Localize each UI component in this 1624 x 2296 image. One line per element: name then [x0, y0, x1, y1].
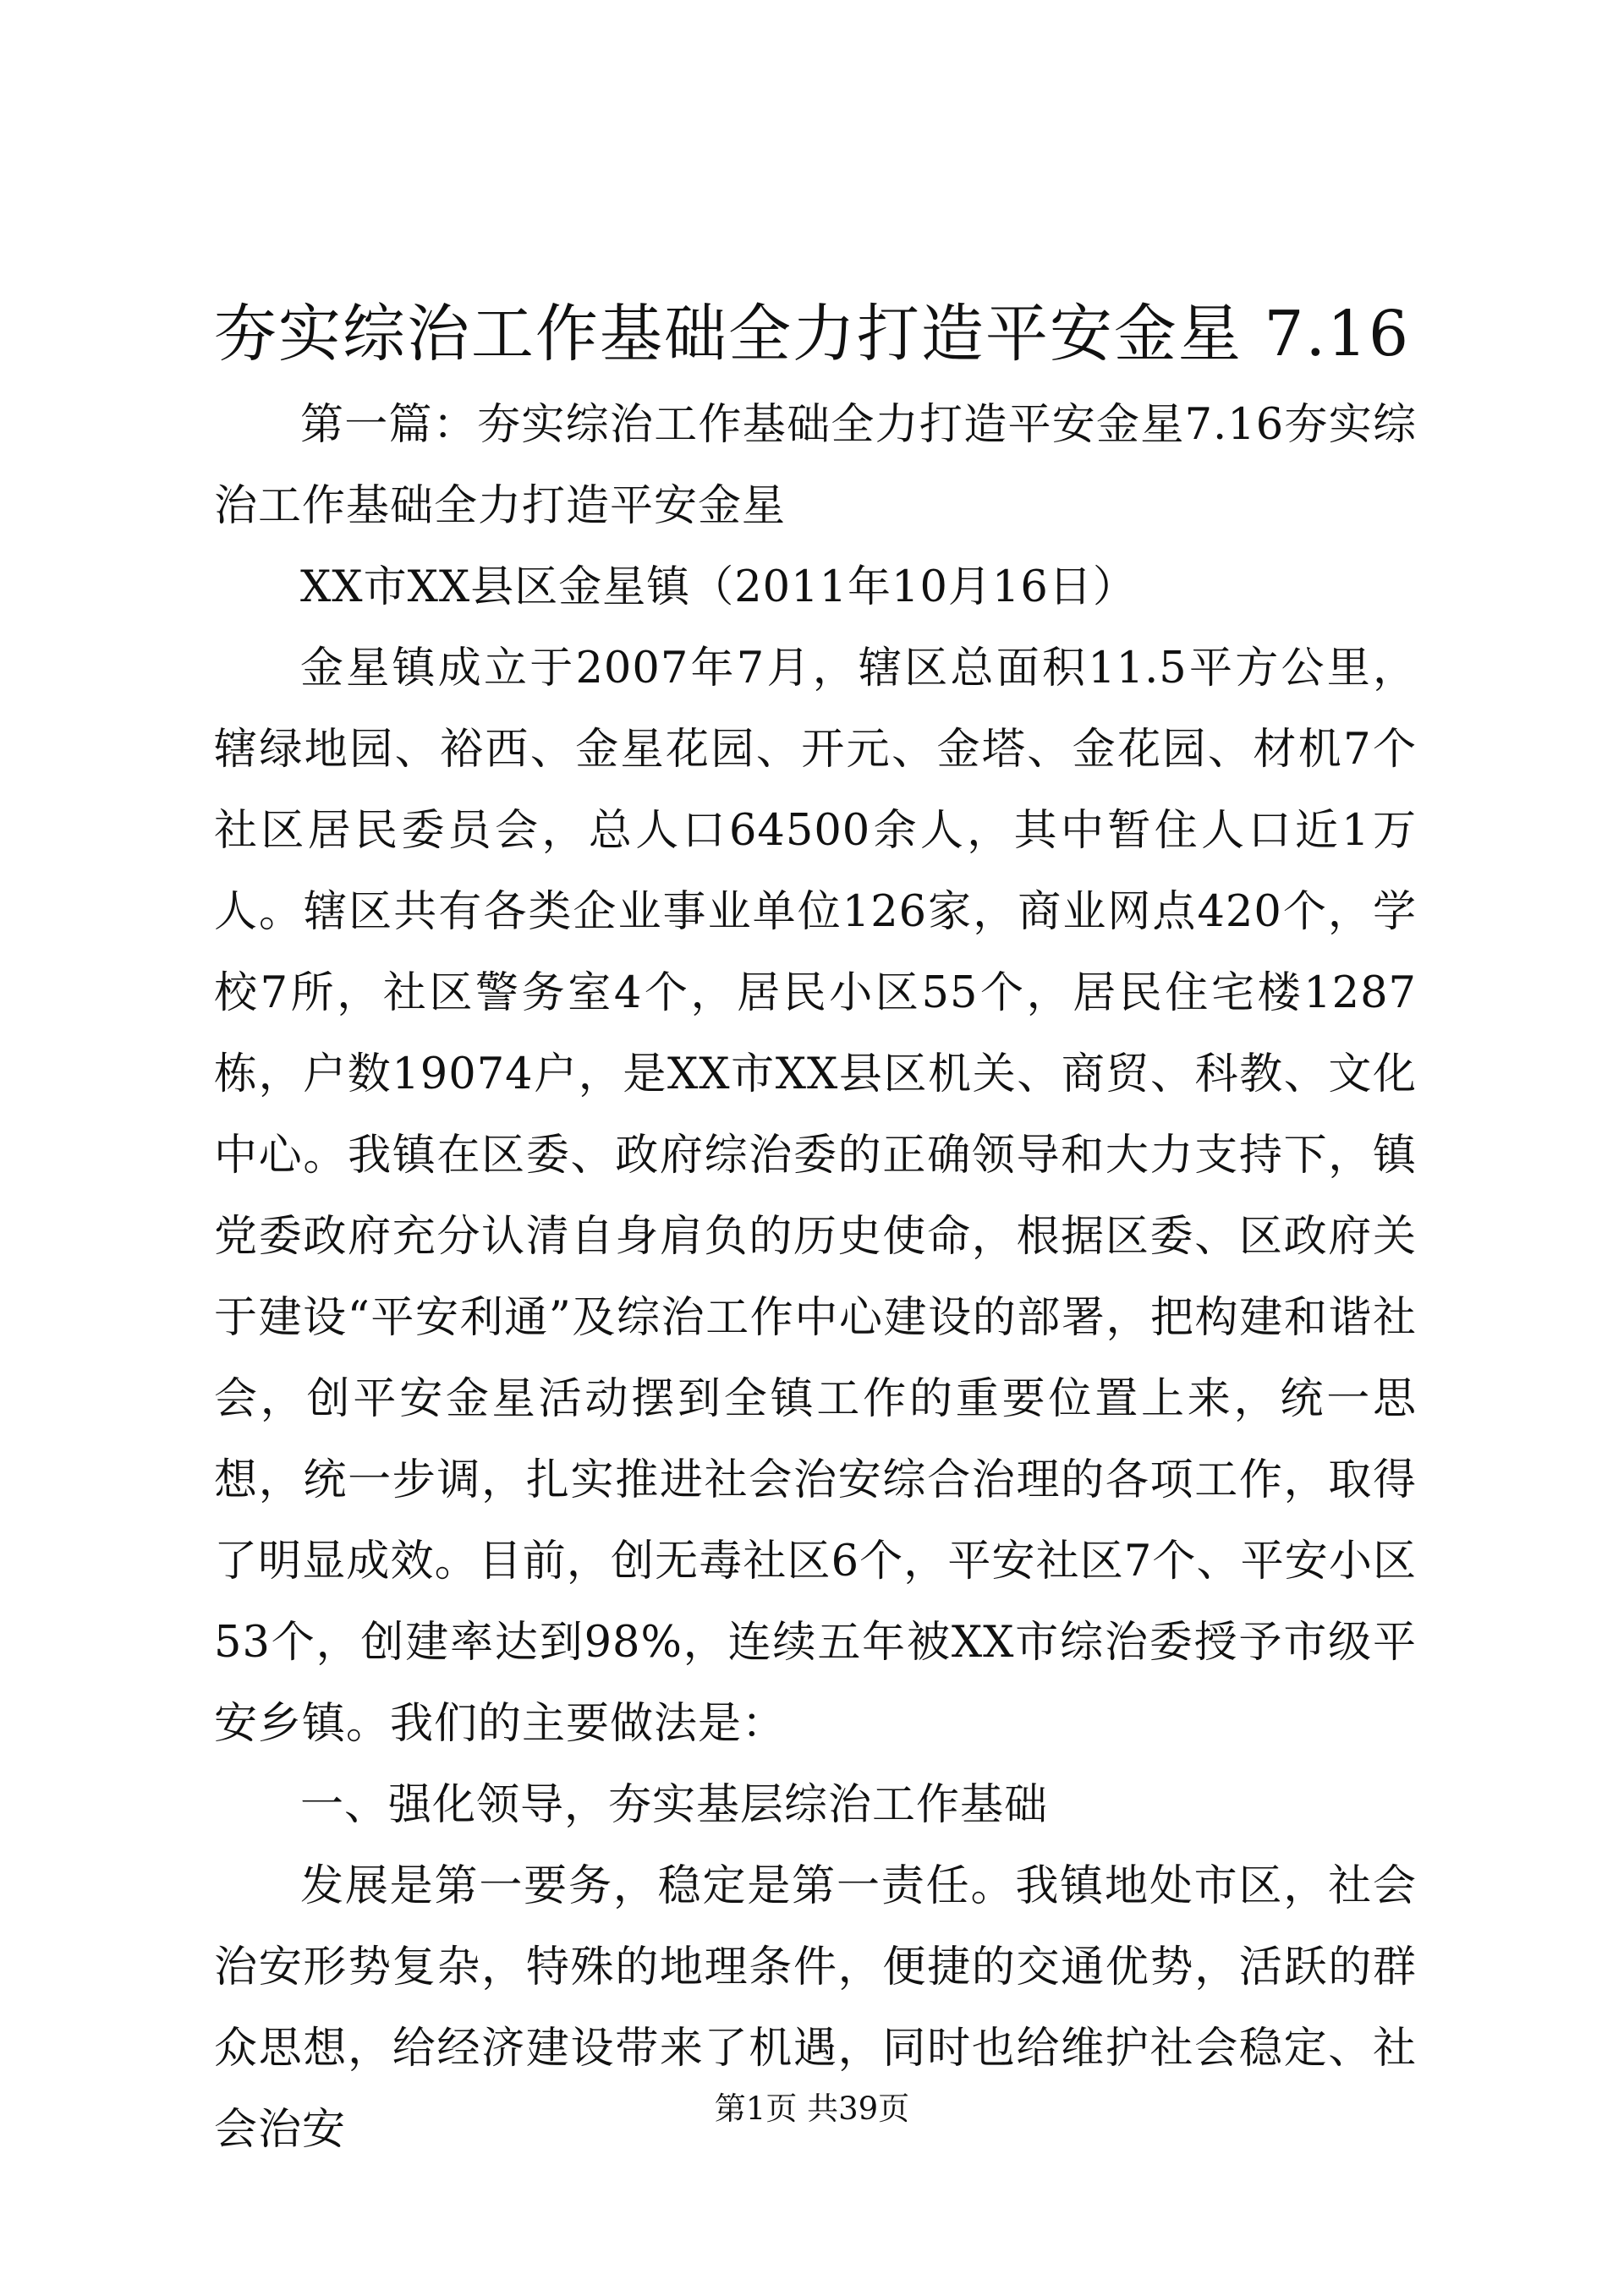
paragraph-section-heading: 一、强化领导，夯实基层综治工作基础 — [300, 1780, 1049, 1830]
paragraph-section-text: 发展是第一要务，稳定是第一责任。我镇地处市区，社会治安形势复杂，特殊的地理条件，便捷的交通优势，活跃的群众思想，给经济建设带来了机遇，同时也给维护社会稳定、社会治安 — [214, 1861, 1417, 2155]
document-title: 夯实综治工作基础全力打造平安金星 7.16 — [213, 298, 1411, 370]
page-number-footer: 第1页 共39页 — [714, 2091, 910, 2127]
paragraph-subtitle: 第一篇：夯实综治工作基础全力打造平安金星7.16夯实综治工作基础全力打造平安金星 — [214, 400, 1417, 531]
document-body — [214, 385, 1417, 2171]
paragraph-dateline: XX市XX县区金星镇（2011年10月16日） — [300, 562, 1137, 612]
paragraph-overview: 金星镇成立于2007年7月，辖区总面积11.5平方公里，辖绿地园、裕西、金星花园、开元、金塔、金花园、材机7个社区居民委员会，总人口64500余人，其中暂住人口近1万人。辖区共有各类企业事业单位126家，商业网点420个，学校7所，社区警务室4个，居民小区55个，居民住宅楼1287栋，户数19074户，是XX市XX县区机关、商贸、科教、文化中心。我镇在区委、政府综治委的正确领导和大力支持下，镇党委政府充分认清自身肩负的历史使命，根据区委、区政府关于建设“平安利通”及综治工作中心建设的部署，把构建和谐社会，创平安金星活动摆到全镇工作的重要位置上来，统一思想，统一步调，扎实推进社会治安综合治理的各项工作，取得了明显成效。目前，创无毒社区6个，平安社区7个、平安小区53个，创建率达到98%，连续五年被XX市综治委授予市级平安乡镇。我们的主要做法是： — [214, 644, 1417, 1749]
